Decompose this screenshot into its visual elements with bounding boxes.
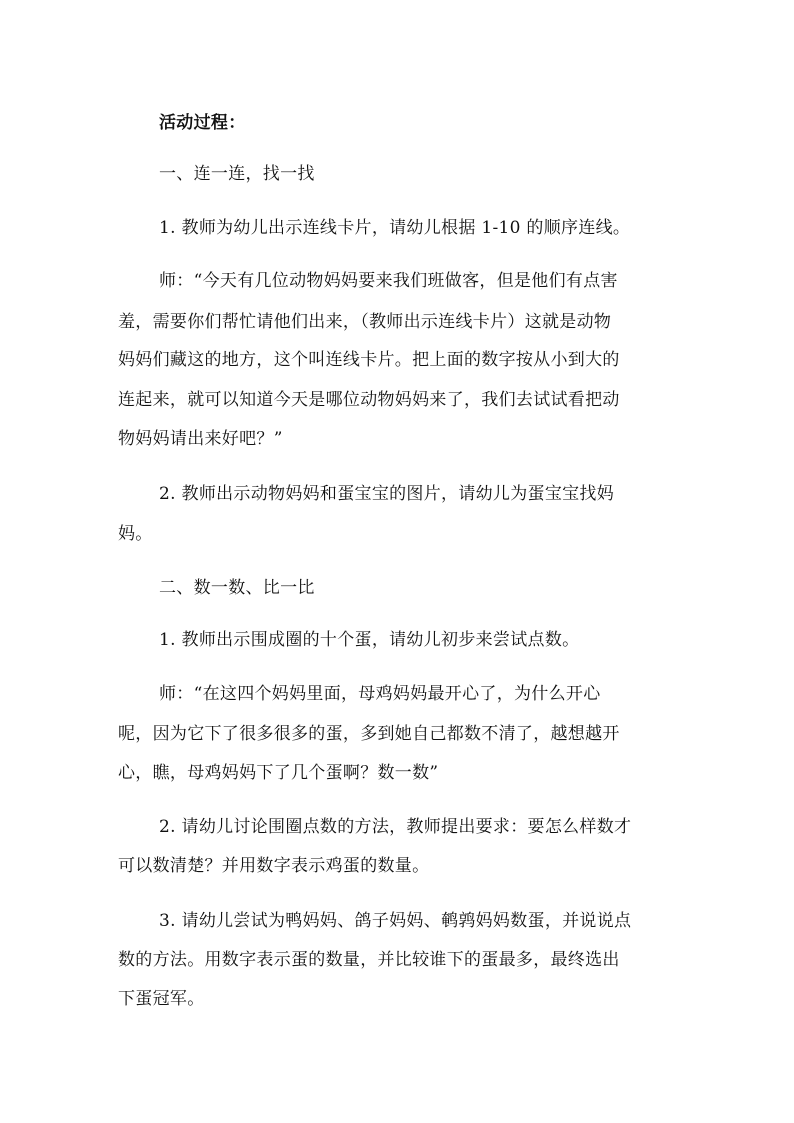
section1-quote-line5: 物妈妈请出来好吧？” — [118, 429, 283, 449]
section2-item3-line2: 数的方法。用数字表示蛋的数量，并比较谁下的蛋最多，最终选出 — [118, 950, 620, 970]
section1-quote-line4: 连起来，就可以知道今天是哪位动物妈妈来了，我们去试试看把动 — [118, 390, 620, 410]
section1-quote-line3: 妈妈们藏这的地方，这个叫连线卡片。把上面的数字按从小到大的 — [118, 350, 620, 370]
section2-quote-line2: 呢，因为它下了很多很多的蛋，多到她自己都数不清了，越想越开 — [118, 724, 620, 744]
section1-quote-line2: 羞，需要你们帮忙请他们出来，（教师出示连线卡片）这就是动物 — [118, 312, 612, 332]
section2-quote-line1: 师：“在这四个妈妈里面，母鸡妈妈最开心了，为什么开心 — [159, 684, 601, 704]
section1-item1: 1. 教师为幼儿出示连线卡片，请幼儿根据 1-10 的顺序连线。 — [159, 218, 631, 238]
section1-quote-line1: 师：“今天有几位动物妈妈要来我们班做客，但是他们有点害 — [159, 271, 618, 291]
section2-quote-line3: 心，瞧，母鸡妈妈下了几个蛋啊？数一数” — [118, 763, 439, 783]
section2-item2-line1: 2. 请幼儿讨论围圈点数的方法，教师提出要求：要怎么样数才 — [159, 817, 632, 837]
section2-item1: 1. 教师出示围成圈的十个蛋，请幼儿初步来尝试点数。 — [159, 630, 580, 650]
section1-item2-line2: 妈。 — [118, 524, 153, 544]
section1-item2-line1: 2. 教师出示动物妈妈和蛋宝宝的图片，请幼儿为蛋宝宝找妈 — [159, 484, 615, 504]
section2-item3-line1: 3. 请幼儿尝试为鸭妈妈、鸽子妈妈、鹌鹑妈妈数蛋，并说说点 — [159, 911, 632, 931]
section2-item3-line3: 下蛋冠军。 — [118, 989, 205, 1009]
heading-activity-process: 活动过程： — [159, 113, 246, 133]
section2-title: 二、数一数、比一比 — [159, 578, 315, 598]
section1-title: 一、连一连，找一找 — [159, 164, 315, 184]
section2-item2-line2: 可以数清楚？并用数字表示鸡蛋的数量。 — [118, 856, 430, 876]
